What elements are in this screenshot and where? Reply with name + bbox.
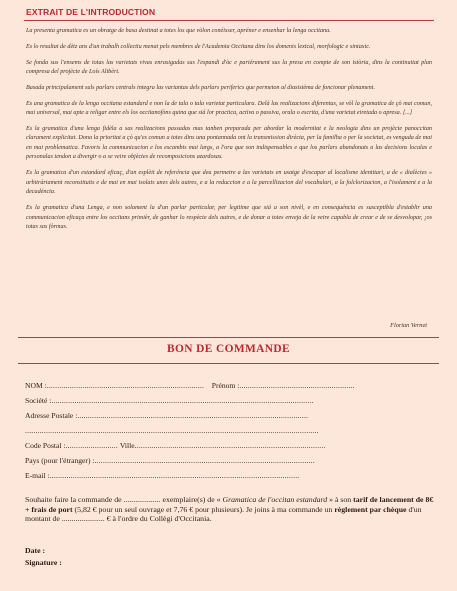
intro-paragraph: Es lo resultat de dètz ans d'un trabalh collectiu menat pels membres de l'Academia Occitana dins los domenis lexical, morfologic e sintaxic. (26, 43, 371, 50)
country-row (25, 456, 315, 465)
launch-price: tarif de lancement de 8€ + frais de port (25, 495, 434, 514)
address-row (25, 411, 308, 420)
country-field[interactable]: ......................................................................................................... (94, 456, 315, 465)
order-text-part: » à son (327, 495, 354, 504)
email-field[interactable]: ....................................................................................................................... (49, 471, 300, 480)
address-field-2[interactable]: ............................................................................................................................................ (25, 426, 319, 435)
intro-title: EXTRAIT DE L'INTRODUCTION (26, 7, 156, 17)
ville-field[interactable]: ........................................................................................... (134, 441, 326, 450)
country-label: Pays (pour l'étranger) : (25, 456, 95, 465)
nom-label: NOM : (25, 381, 47, 390)
address-field[interactable]: .............................................................................................................. (77, 411, 309, 420)
email-label: E-mail : (25, 471, 50, 480)
intro-paragraph: Es una gramatica de la lenga occitana estandard e non la de tala o tala varietat particulara. Delà las realizacions diferentas, se vòl la gramatica de çò mai comun, mai universal, mai apte a religar entre els los occitanofòns quina que siá lor practica, activa o passiva, orala o escrita, d'una varietat eiretada o apresa. [...] (26, 100, 432, 117)
address-label: Adresse Postale : (25, 411, 78, 420)
intro-paragraph: Es la gramatica d'una Lenga, e non solament la d'un parlar particular, per legitime que siá a son nivèl, e en consequéncia es susceptibla d'establir una communicacion eficaça entre los occitans primièr, de ganhar lo respècte dels autres, e de donar a totes enveja de la veire capabla de crear e de se desvolopar, ¡os totas sas fòrmas. (26, 205, 432, 231)
prenom-label: Prénom : (211, 381, 240, 390)
section-divider (18, 337, 439, 338)
signature-label: Signature : (25, 558, 62, 567)
intro-paragraph: Es la gramatica d'una lenga fidèla a sas realizacions passadas mas tanben preparada per abordar la modernitat e la neologia dins un projècte panoccitan clarament explicitat. Dona la prioritat a çò qu'es comun a totes dins una pontannada ont la transmission dirècta, per la familha o per la societat, es venguda de mai en mai problematica. Favoris la communicacion e los escambis mai largs, a l'ora que son indispensables e que los parlars abandonats a las decisions localas e personalas tendon a divergir o a se veire objèctes de recomposicions azardosas. (26, 125, 432, 161)
order-text-part: d'un montant de ...................... € à l'ordre du Collègi d'Occitania. (25, 504, 422, 524)
postal-row (25, 441, 326, 450)
book-title: Gramatica de l'occitan estandard (222, 495, 328, 504)
intro-paragraph: Es la gramatica d'un estandard eficaç, d'un esplèit de referéncia que deu permetre a las varietats en usatge d'escapar al localisme identitari, a de « dialèctes » arbitràriament reconstituits e de mai en mai isolats unes dels autres, e a la reduccion e a la parcellizacion del vocabulari, a la folclorizacion, a l'isolament e a la decadéncia. (26, 170, 432, 196)
order-form-title: BON DE COMMANDE (166, 343, 291, 355)
order-statement (25, 495, 435, 524)
societe-field[interactable]: ............................................................................................................................. (51, 396, 314, 405)
postal-code-label: Code Postal : (25, 441, 66, 450)
prenom-field[interactable]: ....................................................... (239, 381, 355, 390)
intro-divider (24, 20, 434, 21)
societe-row (25, 396, 314, 405)
intro-paragraph: Basada principalament suls parlars centrals integra las variantas dels parlars periferics que permeton al diasistèma de foncionar plenament. (26, 84, 375, 91)
address-row-2 (25, 426, 319, 435)
name-row (25, 381, 355, 390)
order-form-divider (18, 363, 439, 364)
intro-paragraph: La presenta gramatica es un obratge de basa destinat a totes los que vòlon conéisser, apréner e ensenhar la lenga occitana. (26, 28, 331, 34)
postal-code-field[interactable]: ......................... (65, 441, 118, 450)
author-signature: Florian Vernet (390, 322, 427, 329)
date-label: Date : (25, 546, 46, 555)
societe-label: Société : (25, 396, 52, 405)
payment-method: règlement par chèque (334, 504, 407, 514)
nom-field[interactable]: ........................................................................... (46, 381, 205, 390)
order-text-part: (5,82 € pour un seul ouvrage et 7,76 € pour plusieurs). Je joins à ma commande un (72, 504, 335, 514)
email-row (25, 471, 299, 480)
order-text-part: Souhaite faire la commande de ................... exemplaire(s) de « (25, 495, 223, 504)
ville-label: Ville (119, 441, 135, 450)
intro-paragraph: Se fonda sus l'ensems de totas las varietats vivas enrasigadas sus l'espandi d'òc e pariérament sus la presa en compte de son istòria, dins la continuitat plan compresa del projècte de Loís Alibèrt. (26, 59, 432, 76)
intro-text (26, 27, 432, 239)
